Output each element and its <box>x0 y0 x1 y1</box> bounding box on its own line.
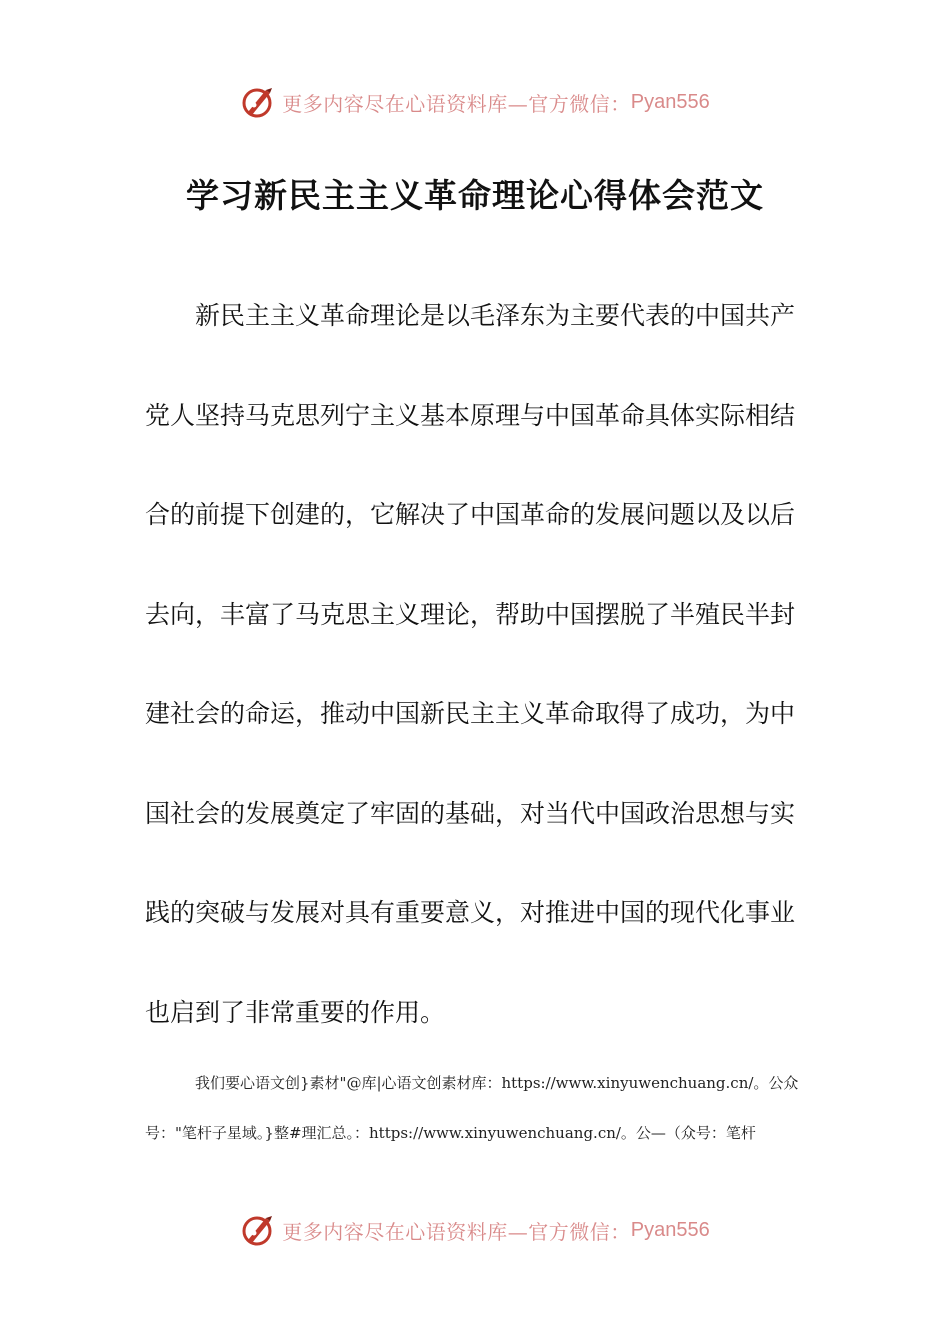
header-banner <box>0 80 950 124</box>
header-wechat-id: Pyan556 <box>630 90 710 113</box>
footer-banner-text: 更多内容尽在心语资料库—官方微信： <box>282 1219 631 1244</box>
document-title: 学习新民主主义革命理论心得体会范文 <box>186 176 764 215</box>
pen-circle-logo-icon <box>240 1212 276 1248</box>
footnote-paragraph: 我们要心语文创}素材"@库|心语文创素材库：https://www.xinyuwenchuang.cn/。公众号："笔杆子星域。}整#理汇总。：https://www.xinyuwenchuang.cn/。公—（众号：笔杆 <box>145 1074 799 1142</box>
body-paragraph: 新民主主义革命理论是以毛泽东为主要代表的中国共产党人坚持马克思列宁主义基本原理与中国革命具体实际相结合的前提下创建的，它解决了中国革命的发展问题以及以后去向，丰富了马克思主义理论，帮助中国摆脱了半殖民半封建社会的命运，推动中国新民主主义革命取得了成功，为中国社会的发展奠定了牢固的基础，对当代中国政治思想与实践的突破与发展对具有重要意义，对推进中国的现代化事业也启到了非常重要的作用。 <box>145 301 796 1027</box>
pen-circle-logo-icon <box>240 84 276 120</box>
footer-banner <box>0 1208 950 1252</box>
footer-wechat-id: Pyan556 <box>630 1218 710 1241</box>
header-banner-text: 更多内容尽在心语资料库—官方微信： <box>282 91 631 116</box>
